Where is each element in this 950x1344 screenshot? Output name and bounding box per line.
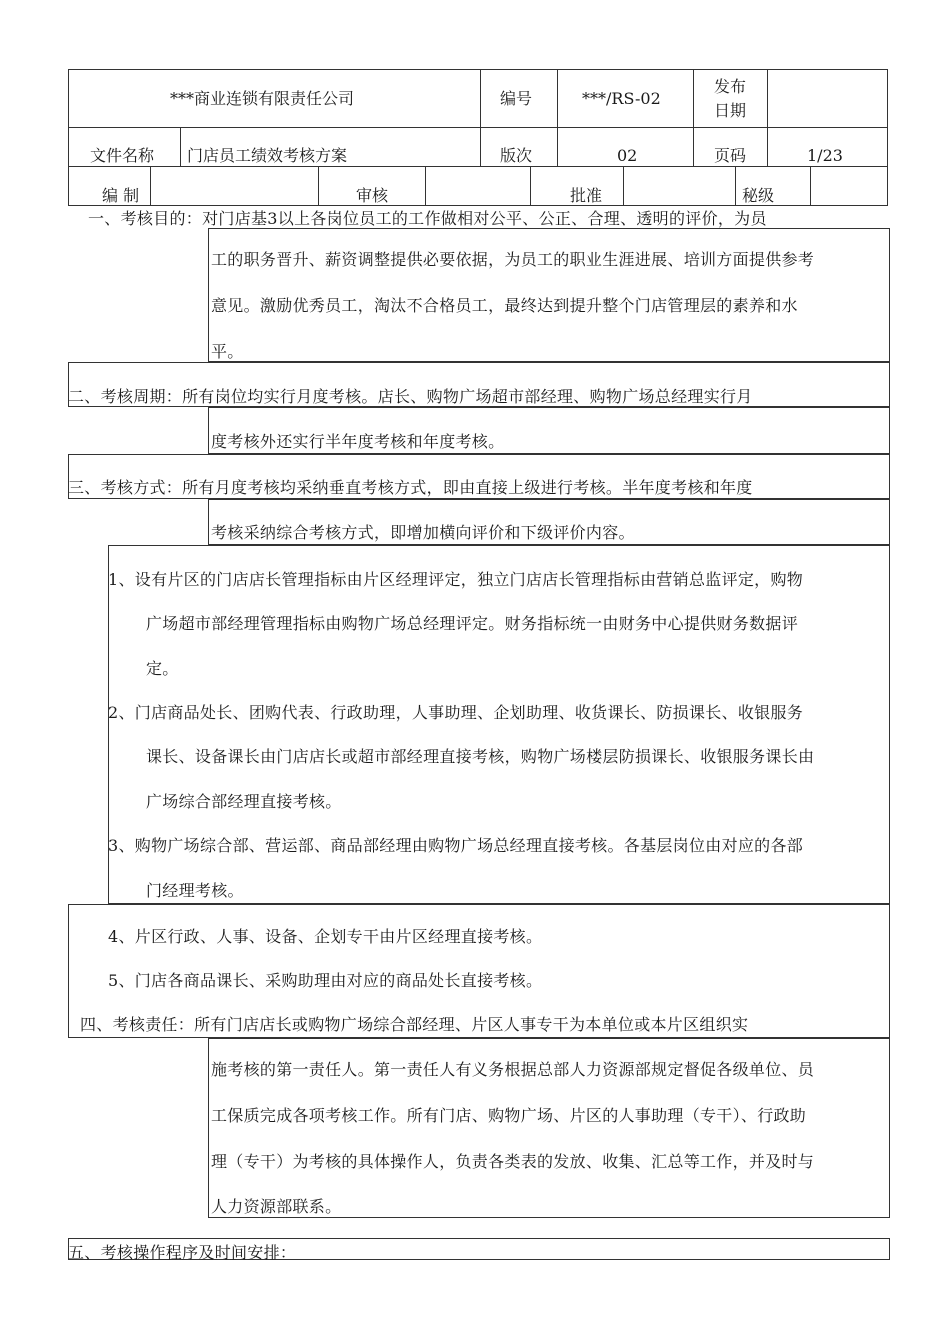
- item-1-line-2: 广场超市部经理管理指标由购物广场总经理评定。财务指标统一由财务中心提供财务数据评: [146, 614, 799, 633]
- section-1-line-1: 一、考核目的：对门店基3以上各岗位员工的工作做相对公平、公正、合理、透明的评价，为员: [88, 209, 767, 228]
- item-2-line-2: 课长、设备课长由门店店长或超市部经理直接考核，购物广场楼层防损课长、收银服务课长由: [146, 747, 815, 766]
- section-4-line-5: 人力资源部联系。: [211, 1197, 342, 1216]
- section-1-line-2: 工的职务晋升、薪资调整提供必要依据，为员工的职业生涯进展、培训方面提供参考: [211, 250, 815, 269]
- section-3-line-1: 三、考核方式：所有月度考核均采纳垂直考核方式，即由直接上级进行考核。半年度考核和年度: [68, 478, 753, 497]
- item-5: 5、门店各商品课长、采购助理由对应的商品处长直接考核。: [108, 971, 543, 990]
- section-4-line-4: 理（专干）为考核的具体操作人，负责各类表的发放、收集、汇总等工作，并及时与: [211, 1152, 815, 1171]
- section-4-line-1: 四、考核责任：所有门店店长或购物广场综合部经理、片区人事专干为本单位或本片区组织实: [80, 1015, 749, 1034]
- item-4: 4、片区行政、人事、设备、企划专干由片区经理直接考核。: [108, 927, 543, 946]
- editor-label: 编 制: [102, 186, 140, 205]
- page-number: 1/23: [807, 146, 843, 165]
- section-5-line-1: 五、考核操作程序及时间安排：: [68, 1243, 297, 1262]
- item-3-line-2: 门经理考核。: [146, 881, 244, 900]
- version-label: 版次: [500, 146, 533, 165]
- item-3-line-1: 3、购物广场综合部、营运部、商品部经理由购物广场总经理直接考核。各基层岗位由对应的各部: [108, 836, 804, 855]
- section-1-line-3: 意见。激励优秀员工，淘汰不合格员工，最终达到提升整个门店管理层的素养和水: [211, 296, 798, 315]
- doc-no-label: 编号: [500, 89, 533, 108]
- company-name: ***商业连锁有限责任公司: [170, 89, 355, 108]
- file-name-label: 文件名称: [90, 146, 155, 165]
- section-1-line-4: 平。: [211, 342, 244, 361]
- section-4-line-3: 工保质完成各项考核工作。所有门店、购物广场、片区的人事助理（专干）、行政助: [211, 1106, 807, 1125]
- item-2-line-1: 2、门店商品处长、团购代表、行政助理，人事助理、企划助理、收货课长、防损课长、收银服务: [108, 703, 804, 722]
- section-4-line-2: 施考核的第一责任人。第一责任人有义务根据总部人力资源部规定督促各级单位、员: [211, 1060, 815, 1079]
- section-2-line-1: 二、考核周期：所有岗位均实行月度考核。店长、购物广场超市部经理、购物广场总经理实行月: [68, 387, 753, 406]
- version: 02: [617, 146, 638, 165]
- section-2-line-2: 度考核外还实行半年度考核和年度考核。: [211, 432, 505, 451]
- item-1-line-1: 1、设有片区的门店店长管理指标由片区经理评定，独立门店店长管理指标由营销总监评定，购物: [108, 570, 804, 589]
- doc-no: ***/RS-02: [582, 89, 661, 108]
- approver-label: 批准: [570, 186, 603, 205]
- section-3-line-2: 考核采纳综合考核方式，即增加横向评价和下级评价内容。: [211, 523, 635, 542]
- reviewer-label: 审核: [356, 186, 389, 205]
- page-label: 页码: [714, 146, 747, 165]
- publish-date-label-2: 日期: [714, 101, 747, 120]
- publish-date-label-1: 发布: [714, 77, 747, 96]
- secrecy-label: 秘级: [742, 186, 775, 205]
- item-2-line-3: 广场综合部经理直接考核。: [146, 792, 342, 811]
- item-1-line-3: 定。: [146, 659, 179, 678]
- file-name: 门店员工绩效考核方案: [187, 146, 348, 165]
